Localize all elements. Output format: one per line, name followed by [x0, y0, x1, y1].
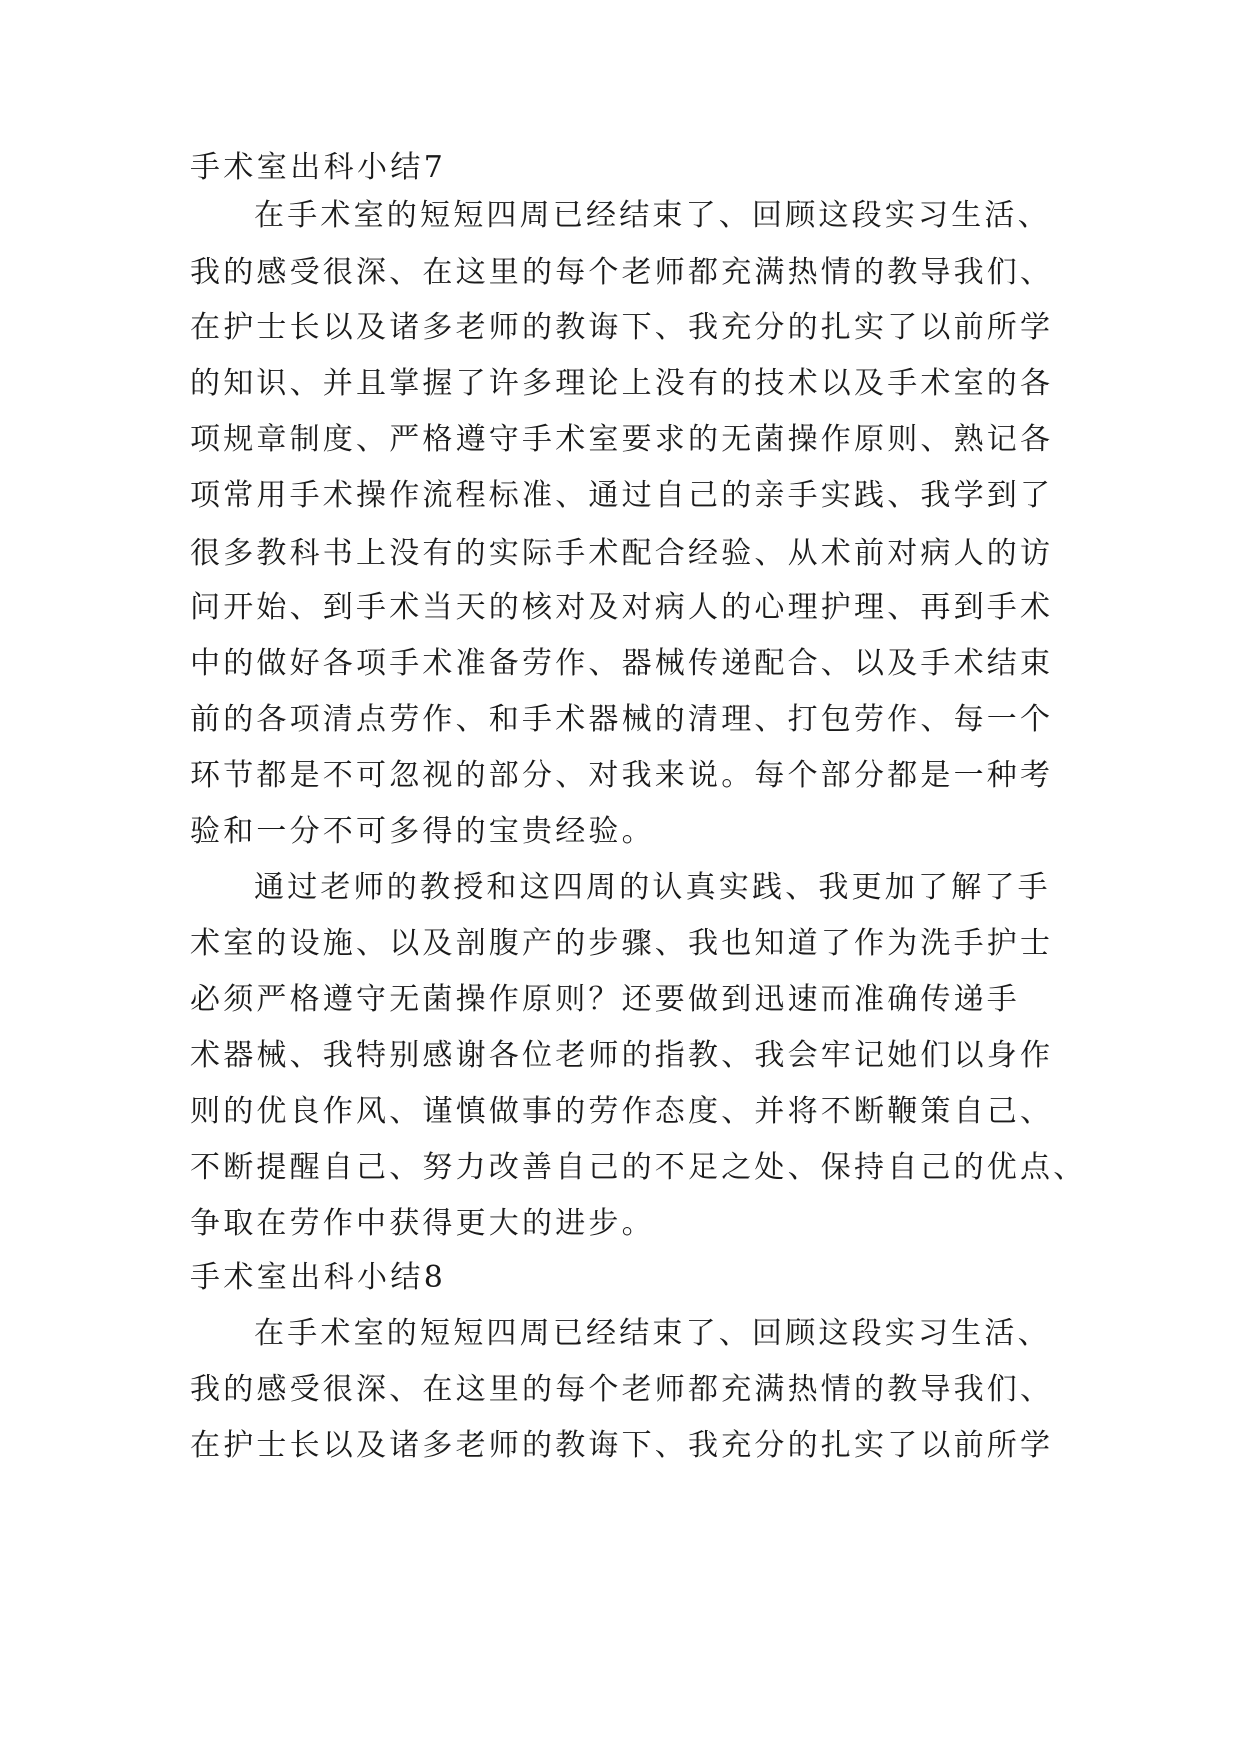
section-heading-8: 手术室出科小结8 — [190, 1260, 447, 1295]
paragraph-line: 在护士长以及诸多老师的教诲下、我充分的扎实了以前所学 — [190, 310, 1054, 345]
paragraph-line: 我的感受很深、在这里的每个老师都充满热情的教导我们、 — [190, 255, 1054, 290]
paragraph-line: 我的感受很深、在这里的每个老师都充满热情的教导我们、 — [190, 1372, 1054, 1407]
paragraph-line: 在护士长以及诸多老师的教诲下、我充分的扎实了以前所学 — [190, 1428, 1054, 1463]
paragraph-line: 项常用手术操作流程标准、通过自己的亲手实践、我学到了 — [190, 478, 1054, 513]
paragraph-line: 则的优良作风、谨慎做事的劳作态度、并将不断鞭策自己、 — [190, 1094, 1054, 1129]
paragraph-line: 中的做好各项手术准备劳作、器械传递配合、以及手术结束 — [190, 646, 1054, 681]
paragraph-line: 项规章制度、严格遵守手术室要求的无菌操作原则、熟记各 — [190, 422, 1054, 457]
paragraph-line: 通过老师的教授和这四周的认真实践、我更加了解了手 — [254, 870, 1051, 905]
section-heading-7: 手术室出科小结7 — [190, 150, 447, 185]
paragraph-line: 前的各项清点劳作、和手术器械的清理、打包劳作、每一个 — [190, 702, 1054, 737]
paragraph-line: 必须严格遵守无菌操作原则？还要做到迅速而准确传递手 — [190, 982, 1020, 1017]
paragraph-line: 问开始、到手术当天的核对及对病人的心理护理、再到手术 — [190, 590, 1054, 625]
paragraph-line: 在手术室的短短四周已经结束了、回顾这段实习生活、 — [254, 1316, 1051, 1351]
paragraph-line: 在手术室的短短四周已经结束了、回顾这段实习生活、 — [254, 198, 1051, 233]
paragraph-line: 验和一分不可多得的宝贵经验。 — [190, 814, 655, 849]
paragraph-line: 术室的设施、以及剖腹产的步骤、我也知道了作为洗手护士 — [190, 926, 1054, 961]
paragraph-line: 的知识、并且掌握了许多理论上没有的技术以及手术室的各 — [190, 366, 1054, 401]
paragraph-line: 很多教科书上没有的实际手术配合经验、从术前对病人的访 — [190, 536, 1054, 571]
paragraph-line: 术器械、我特别感谢各位老师的指教、我会牢记她们以身作 — [190, 1038, 1054, 1073]
paragraph-line: 环节都是不可忽视的部分、对我来说。每个部分都是一种考 — [190, 758, 1054, 793]
paragraph-line: 不断提醒自己、努力改善自己的不足之处、保持自己的优点、 — [190, 1150, 1087, 1185]
paragraph-line: 争取在劳作中获得更大的进步。 — [190, 1206, 655, 1241]
